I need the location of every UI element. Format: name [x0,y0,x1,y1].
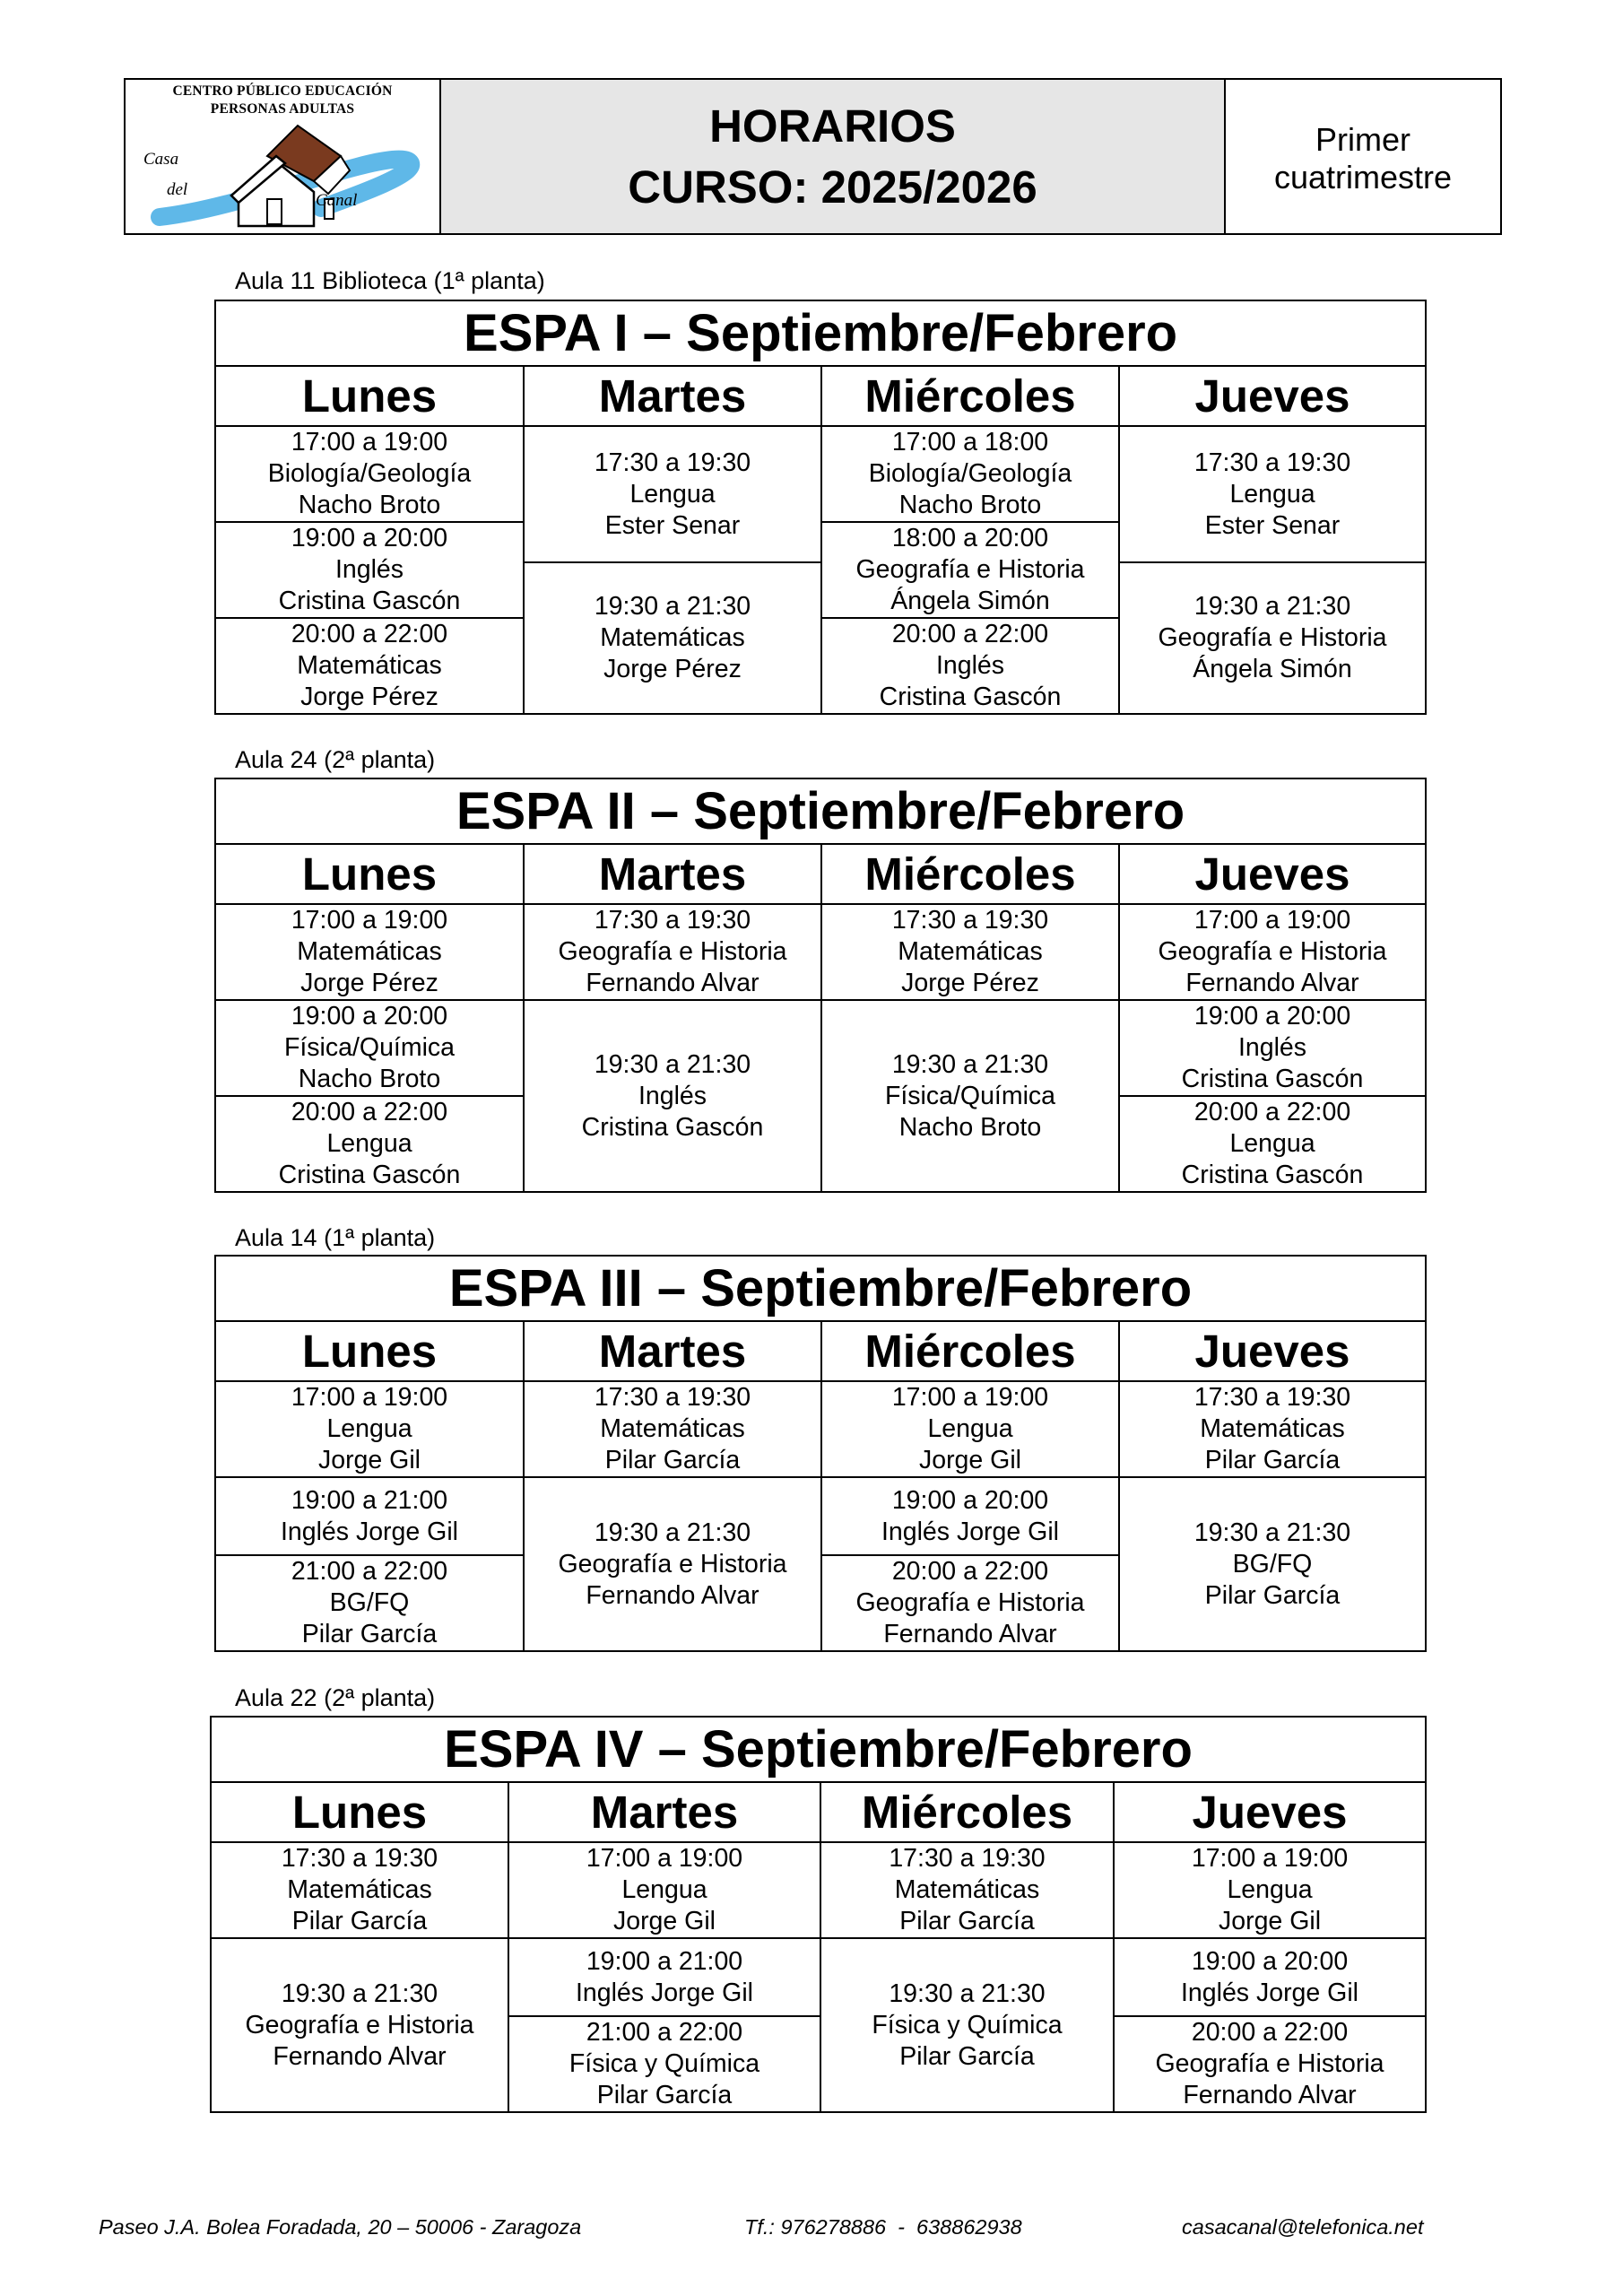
slot-cell [1114,1842,1426,1938]
slot-teacher: Ángela Simón [890,587,1050,615]
slot-cell [1119,1477,1426,1651]
slot-teacher: Pilar García [899,2041,1035,2071]
slot-teacher: Jorge Pérez [603,655,742,683]
slot-subject: Inglés [935,651,1005,680]
slot-cell [215,1381,524,1477]
slot-cell [1119,1000,1426,1096]
slot-teacher: Fernando Alvar [1185,969,1359,997]
slot-teacher: Fernando Alvar [586,969,759,997]
aula-label: Aula 11 Biblioteca (1ª planta) [235,267,545,294]
slot-teacher: Ester Senar [1204,510,1341,540]
slot-cell [215,1477,524,1555]
slot-subject: Geografía e Historia [245,2010,474,2039]
slot-cell [211,1842,508,1938]
slot-teacher: Nacho Broto [898,1112,1042,1142]
slot-teacher: Jorge Gil [918,1446,1022,1474]
slot-subject: Lengua [621,1875,707,1904]
day-header-martes: Martes [524,366,821,426]
slot-time: 17:00 a 19:00 [891,1383,1049,1412]
slot-cell [215,1096,524,1192]
logo-word-casa: Casa [143,150,179,169]
slot-teacher: Pilar García [1204,1580,1341,1610]
slot-teacher: Jorge Gil [612,1907,716,1935]
day-header-jueves: Jueves [1114,1782,1426,1842]
slot-subject: Matemáticas [600,1414,745,1443]
slot-cell [524,1381,821,1477]
slot-time: 17:00 a 19:00 [291,1383,448,1412]
slot-time: 17:30 a 19:30 [889,1844,1046,1873]
day-header-lunes: Lunes [215,366,524,426]
logo-word-del: del [167,180,188,199]
slot-teacher: Cristina Gascón [1181,1065,1364,1093]
day-header-lunes: Lunes [215,844,524,904]
slot-teacher: Cristina Gascón [581,1112,764,1142]
slot-cell [821,1381,1119,1477]
slot-subject: Lengua [629,479,716,509]
slot-subject: Matemáticas [1200,1414,1345,1443]
title-line-1: HORARIOS [709,100,956,152]
slot-subject: Lengua [1229,1129,1315,1158]
slot-subject: Geografía e Historia [558,1549,787,1578]
slot-time: 19:30 a 21:30 [281,1979,438,2008]
slot-time: 19:30 a 21:30 [891,1049,1049,1079]
slot-teacher: Pilar García [291,1907,428,1935]
slot-cell [1119,426,1426,562]
slot-teacher: Cristina Gascón [879,683,1062,711]
day-header-jueves: Jueves [1119,1321,1426,1381]
slot-time: 19:00 a 20:00 [291,1002,448,1031]
slot-cell [215,426,524,522]
slot-subject: Biología/Geología [868,459,1072,488]
slot-time: 17:00 a 19:00 [291,428,448,457]
schedule-table-espa-2 [214,778,1427,1193]
slot-time: 17:30 a 19:30 [891,906,1049,935]
slot-time: 19:30 a 21:30 [1193,1518,1351,1547]
schedule-table-espa-4 [210,1716,1427,2113]
slot-time: 20:00 a 22:00 [291,1098,448,1126]
slot-subject: Física y Química [568,2049,760,2078]
period-label [1226,80,1500,233]
document-header [124,78,1502,235]
footer-address: Paseo J.A. Bolea Foradada, 20 – 50006 - Zaragoza [99,2215,582,2239]
slot-time: 19:00 a 20:00 [891,1485,1049,1515]
slot-time: 17:00 a 19:00 [1191,1844,1349,1873]
slot-time: 17:30 a 19:30 [1193,1383,1351,1412]
slot-teacher: Fernando Alvar [273,2041,447,2071]
slot-cell [524,904,821,1000]
slot-subject: Física/Química [283,1033,456,1062]
slot-cell [1114,1938,1426,2016]
slot-cell [1119,562,1426,714]
slot-teacher: Jorge Pérez [300,683,438,711]
slot-subject: Lengua [326,1414,412,1443]
slot-cell [1119,1096,1426,1192]
slot-subject: Geografía e Historia [558,937,787,966]
slot-subject: Física y Química [872,2010,1063,2039]
slot-time: 19:00 a 21:00 [291,1485,448,1515]
slot-time: 19:30 a 21:30 [594,592,751,621]
slot-teacher: Pilar García [899,1907,1035,1935]
slot-subject: Matemáticas [898,937,1043,966]
slot-subject: Matemáticas [894,1875,1040,1904]
slot-cell [820,1938,1114,2112]
slot-cell [821,618,1119,714]
slot-cell [821,1477,1119,1555]
slot-teacher: Ángela Simón [1193,655,1352,683]
slot-time: 19:00 a 21:00 [586,1946,743,1976]
slot-time: 19:30 a 21:30 [889,1979,1046,2008]
slot-teacher: Nacho Broto [298,491,441,519]
slot-teacher: Cristina Gascón [1181,1161,1364,1189]
slot-cell [524,1000,821,1192]
slot-subject: Inglés Jorge Gil [881,1517,1059,1546]
schedule-table-espa-1 [214,300,1427,715]
slot-teacher: Ester Senar [604,510,741,540]
day-header-martes: Martes [508,1782,820,1842]
slot-teacher: Jorge Gil [1218,1907,1322,1935]
schedule-table-espa-3 [214,1255,1427,1652]
slot-subject: Geografía e Historia [1155,2049,1384,2078]
slot-subject: Lengua [1227,1875,1313,1904]
slot-subject: Matemáticas [600,623,745,652]
slot-subject: Inglés [638,1081,707,1110]
slot-cell [821,522,1119,618]
slot-subject: Lengua [326,1129,412,1158]
slot-subject: Inglés Jorge Gil [280,1517,458,1546]
slot-cell [524,562,821,714]
slot-cell [508,2016,820,2112]
slot-time: 17:30 a 19:30 [281,1844,438,1873]
slot-time: 17:30 a 19:30 [1193,448,1351,477]
slot-time: 21:00 a 22:00 [291,1557,448,1586]
slot-subject: Geografía e Historia [855,1588,1085,1617]
slot-subject: Lengua [927,1414,1013,1443]
slot-cell [820,1842,1114,1938]
slot-cell [215,618,524,714]
slot-time: 17:00 a 19:00 [291,906,448,935]
slot-time: 20:00 a 22:00 [891,1557,1049,1586]
slot-time: 20:00 a 22:00 [891,620,1049,648]
slot-cell [821,426,1119,522]
slot-teacher: Cristina Gascón [278,1161,461,1189]
aula-label: Aula 22 (2ª planta) [235,1684,436,1711]
day-header-martes: Martes [524,1321,821,1381]
day-header-miercoles: Miércoles [821,366,1119,426]
aula-label: Aula 24 (2ª planta) [235,746,436,773]
slot-teacher: Pilar García [1204,1446,1341,1474]
slot-cell [215,1555,524,1651]
slot-teacher: Cristina Gascón [278,587,461,615]
slot-time: 19:00 a 20:00 [1191,1946,1349,1976]
slot-subject: Inglés [1237,1033,1307,1062]
slot-teacher: Pilar García [596,2081,733,2109]
day-header-miercoles: Miércoles [821,844,1119,904]
slot-subject: BG/FQ [1232,1549,1313,1578]
aula-label: Aula 14 (1ª planta) [235,1224,436,1251]
day-header-jueves: Jueves [1119,844,1426,904]
slot-cell [211,1938,508,2112]
slot-subject: Geografía e Historia [1158,623,1387,652]
slot-subject: Inglés [334,555,404,584]
slot-cell [508,1938,820,2016]
slot-subject: Inglés Jorge Gil [575,1978,753,2007]
slot-teacher: Fernando Alvar [586,1580,759,1610]
slot-time: 17:30 a 19:30 [594,448,751,477]
slot-time: 19:00 a 20:00 [1193,1002,1351,1031]
slot-cell [215,522,524,618]
slot-teacher: Pilar García [301,1620,438,1648]
slot-subject: Geografía e Historia [855,555,1085,584]
slot-time: 19:30 a 21:30 [594,1049,751,1079]
slot-cell [215,1000,524,1096]
day-header-miercoles: Miércoles [821,1321,1119,1381]
slot-subject: Biología/Geología [267,459,472,488]
schedule-title: ESPA II – Septiembre/Febrero [215,778,1426,844]
slot-time: 17:30 a 19:30 [594,906,751,935]
slot-time: 17:00 a 18:00 [891,428,1049,457]
footer-phone: Tf.: 976278886 - 638862938 [744,2215,1022,2239]
slot-time: 19:30 a 21:30 [594,1518,751,1547]
slot-cell [821,904,1119,1000]
slot-teacher: Jorge Pérez [300,969,438,997]
slot-subject: BG/FQ [329,1588,410,1617]
slot-subject: Lengua [1229,479,1315,509]
footer-email[interactable]: casacanal@telefonica.net [1182,2215,1424,2239]
slot-cell [508,1842,820,1938]
period-line-1: Primer [1315,120,1410,158]
slot-cell [821,1555,1119,1651]
slot-time: 18:00 a 20:00 [891,524,1049,552]
slot-time: 21:00 a 22:00 [586,2018,743,2047]
slot-teacher: Fernando Alvar [1183,2081,1357,2109]
slot-subject: Matemáticas [297,937,442,966]
schedule-title: ESPA III – Septiembre/Febrero [215,1256,1426,1321]
day-header-martes: Martes [524,844,821,904]
slot-time: 17:00 a 19:00 [586,1844,743,1873]
slot-time: 20:00 a 22:00 [291,620,448,648]
schedule-title: ESPA I – Septiembre/Febrero [215,300,1426,366]
slot-teacher: Jorge Gil [317,1446,421,1474]
slot-subject: Matemáticas [297,651,442,680]
document-title [441,80,1226,233]
day-header-jueves: Jueves [1119,366,1426,426]
slot-teacher: Pilar García [604,1446,741,1474]
school-logo [126,80,441,233]
slot-subject: Física/Química [884,1081,1056,1110]
title-line-2: CURSO: 2025/2026 [628,161,1037,213]
schedule-title: ESPA IV – Septiembre/Febrero [211,1717,1426,1782]
slot-subject: Matemáticas [287,1875,432,1904]
slot-time: 17:00 a 19:00 [1193,906,1351,935]
day-header-miercoles: Miércoles [820,1782,1114,1842]
logo-line-2: PERSONAS ADULTAS [210,101,355,117]
slot-teacher: Jorge Pérez [901,969,1039,997]
slot-time: 17:30 a 19:30 [594,1383,751,1412]
slot-cell [1119,1381,1426,1477]
slot-teacher: Fernando Alvar [883,1620,1057,1648]
slot-cell [1119,904,1426,1000]
slot-subject: Geografía e Historia [1158,937,1387,966]
slot-cell [524,1477,821,1651]
slot-teacher: Nacho Broto [898,491,1042,519]
day-header-lunes: Lunes [211,1782,508,1842]
slot-teacher: Nacho Broto [298,1065,441,1093]
logo-word-canal: Canal [316,191,358,210]
period-line-2: cuatrimestre [1273,158,1453,196]
slot-time: 20:00 a 22:00 [1193,1098,1351,1126]
day-header-lunes: Lunes [215,1321,524,1381]
slot-cell [524,426,821,562]
slot-time: 19:00 a 20:00 [291,524,448,552]
slot-cell [1114,2016,1426,2112]
slot-subject: Inglés Jorge Gil [1181,1978,1359,2007]
slot-cell [215,904,524,1000]
logo-line-1: CENTRO PÚBLICO EDUCACIÓN [172,83,393,99]
slot-time: 20:00 a 22:00 [1191,2018,1349,2047]
slot-cell [821,1000,1119,1192]
house-logo-icon [142,120,429,232]
slot-time: 19:30 a 21:30 [1193,592,1351,621]
